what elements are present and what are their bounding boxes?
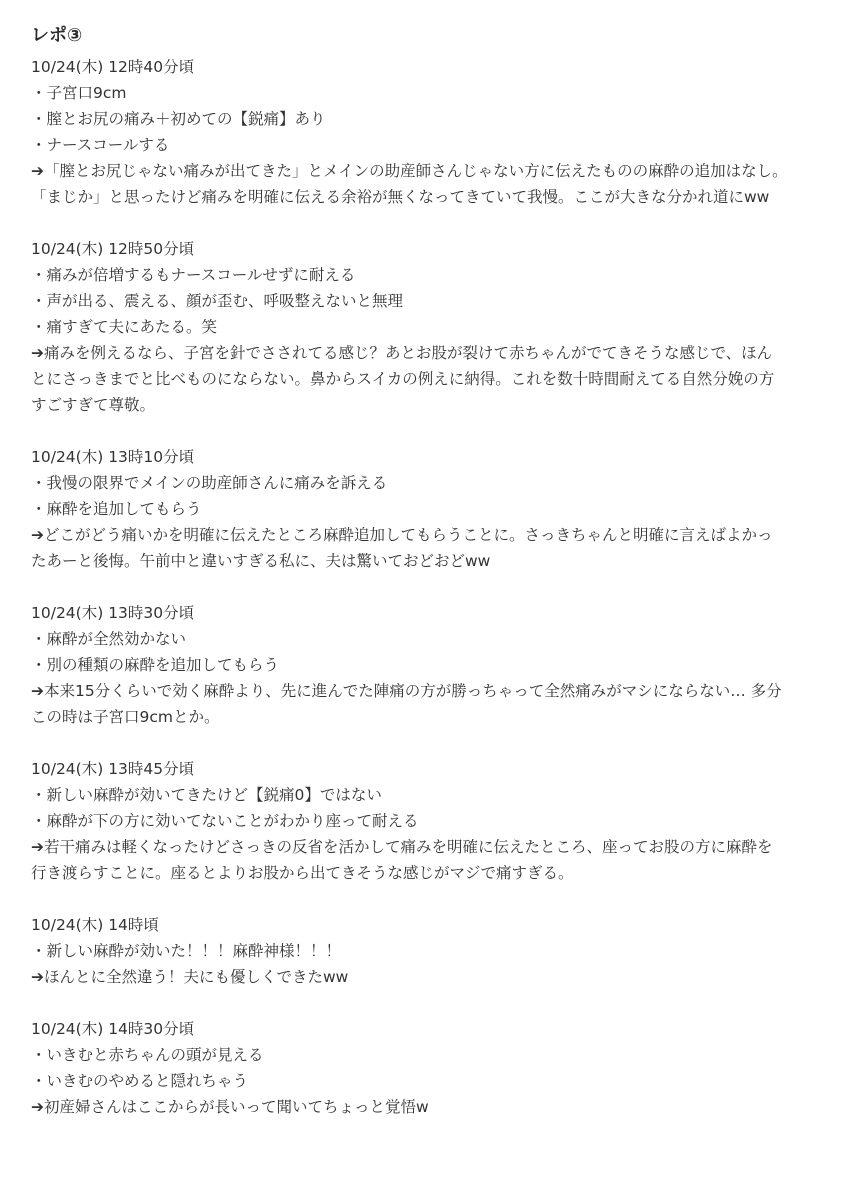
entry-timestamp: 10/24(木) 14時頃: [31, 916, 159, 934]
entry-timestamp: 10/24(木) 12時40分頃: [31, 58, 195, 76]
entry-line: ・痛みが倍増するもナースコールせずに耐える: [31, 266, 356, 284]
entry-timestamp: 10/24(木) 13時30分頃: [31, 604, 195, 622]
entry-line: ・いきむと赤ちゃんの頭が見える: [31, 1046, 264, 1064]
entry-line: とにさっきまでと比べものにならない。鼻からスイカの例えに納得。これを数十時間耐えてる自然分娩の方: [31, 370, 775, 388]
entry-line: ・声が出る、震える、顔が歪む、呼吸整えないと無理: [31, 292, 404, 310]
document-page: [31, 22, 821, 1146]
entry-line: ・麻酔を追加してもらう: [31, 500, 202, 518]
entry-line: ・麻酔が全然効かない: [31, 630, 187, 648]
entry-line: 行き渡らすことに。座るとよりお股から出てきそうな感じがマジで痛すぎる。: [31, 864, 574, 882]
entry-line: ➔本来15分くらいで効く麻酔より、先に進んでた陣痛の方が勝っちゃって全然痛みがマシにならない… 多分: [31, 682, 782, 700]
entry-line: ・ナースコールする: [31, 136, 170, 154]
log-entry: [31, 756, 821, 886]
entry-timestamp: 10/24(木) 13時45分頃: [31, 760, 195, 778]
entry-line: たあーと後悔。午前中と違いすぎる私に、夫は驚いておどおどww: [31, 552, 491, 570]
log-entry: [31, 236, 821, 418]
entry-line: ・麻酔が下の方に効いてないことがわかり座って耐える: [31, 812, 419, 830]
entry-line: すごすぎて尊敬。: [31, 396, 156, 414]
entry-timestamp: 10/24(木) 14時30分頃: [31, 1020, 195, 1038]
page-title: レポ③: [31, 25, 83, 46]
entry-list: [31, 54, 821, 1120]
entry-line: ➔「膣とお尻じゃない痛みが出てきた」とメインの助産師さんじゃない方に伝えたものの麻酔の追加はなし。: [31, 162, 788, 180]
entry-line: ・いきむのやめると隠れちゃう: [31, 1072, 249, 1090]
entry-line: 「まじか」と思ったけど痛みを明確に伝える余裕が無くなってきていて我慢。ここが大きな分かれ道にww: [31, 188, 770, 206]
entry-line: ・子宮口9cm: [31, 84, 127, 102]
entry-line: ➔初産婦さんはここからが長いって聞いてちょっと覚悟w: [31, 1098, 429, 1116]
entry-timestamp: 10/24(木) 12時50分頃: [31, 240, 195, 258]
entry-line: ・新しい麻酔が効いた！！！麻酔神様！！！: [31, 942, 342, 960]
entry-line: ・痛すぎて夫にあたる。笑: [31, 318, 218, 336]
entry-line: ➔ほんとに全然違う！夫にも優しくできたww: [31, 968, 349, 986]
entry-line: ・膣とお尻の痛み＋初めての【鋭痛】あり: [31, 110, 326, 128]
entry-line: ➔どこがどう痛いかを明確に伝えたところ麻酔追加してもらうことに。さっきちゃんと明確に言えばよかっ: [31, 526, 773, 544]
entry-timestamp: 10/24(木) 13時10分頃: [31, 448, 195, 466]
entry-line: ・別の種類の麻酔を追加してもらう: [31, 656, 280, 674]
entry-line: この時は子宮口9cmとか。: [31, 708, 220, 726]
log-entry: [31, 444, 821, 574]
log-entry: [31, 54, 821, 210]
entry-line: ➔若干痛みは軽くなったけどさっきの反省を活かして痛みを明確に伝えたところ、座ってお股の方に麻酔を: [31, 838, 773, 856]
entry-line: ・新しい麻酔が効いてきたけど【鋭痛0】ではない: [31, 786, 382, 804]
log-entry: [31, 1016, 821, 1120]
entry-line: ・我慢の限界でメインの助産師さんに痛みを訴える: [31, 474, 388, 492]
log-entry: [31, 600, 821, 730]
entry-line: ➔痛みを例えるなら、子宮を針でさされてる感じ？あとお股が裂けて赤ちゃんがでてきそうな感じで、ほん: [31, 344, 773, 362]
log-entry: [31, 912, 821, 990]
